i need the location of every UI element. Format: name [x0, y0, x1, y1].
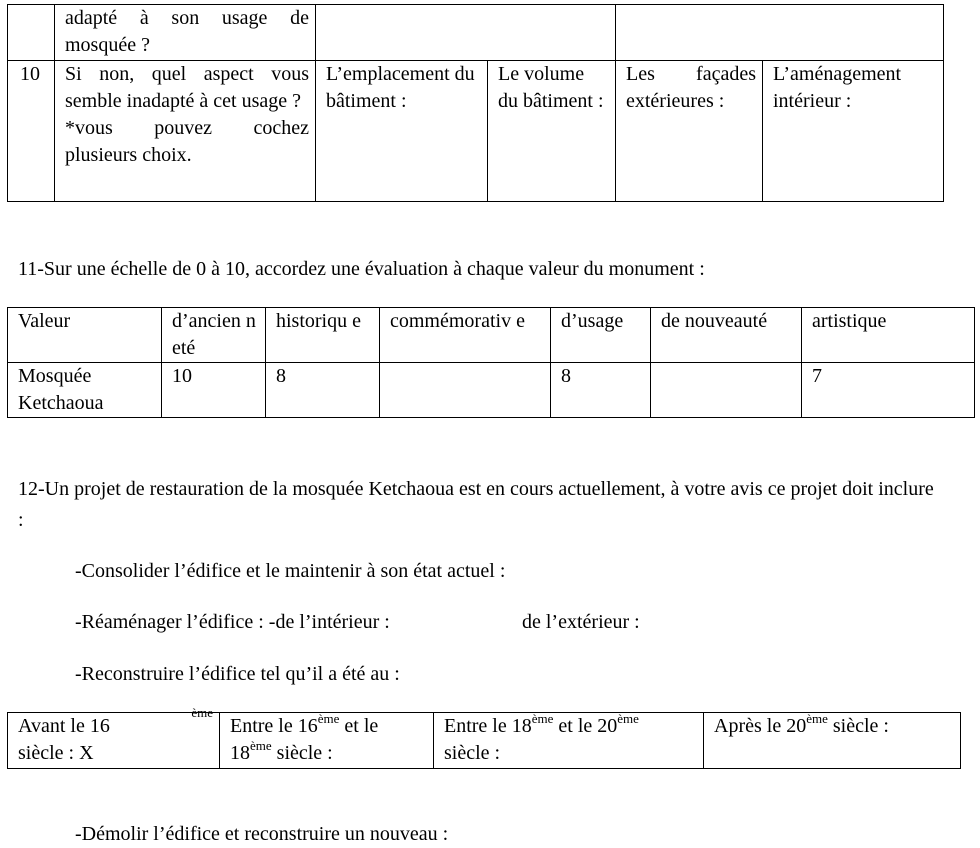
- period-text: et le 20: [558, 715, 618, 737]
- period-text: Entre le 18: [444, 715, 532, 737]
- superscript: ème: [191, 705, 213, 720]
- header-usage: d’usage: [551, 308, 651, 363]
- table-row: [8, 713, 961, 769]
- period-before-16[interactable]: [8, 705, 220, 769]
- superscript: ème: [806, 711, 828, 726]
- score-artistique[interactable]: 7: [802, 363, 975, 418]
- period-text: Entre le 16: [230, 715, 318, 737]
- header-artistique: artistique: [802, 308, 975, 363]
- score-usage[interactable]: 8: [551, 363, 651, 418]
- header-commemorative: commémorativ e: [380, 308, 551, 363]
- period-text: siècle : X: [18, 742, 94, 764]
- period-16-18[interactable]: [220, 713, 434, 769]
- score-anciennete[interactable]: 10: [162, 363, 266, 418]
- table-row: [8, 5, 944, 61]
- table-row: [8, 308, 975, 363]
- header-value: Valeur: [8, 308, 162, 363]
- period-text: siècle :: [444, 742, 501, 764]
- empty-cell: [316, 5, 616, 61]
- question-10-table: [7, 4, 944, 202]
- period-text: 18: [230, 742, 250, 764]
- empty-cell: [616, 5, 944, 61]
- period-text: siècle :: [276, 742, 333, 764]
- question-cell: [55, 61, 316, 202]
- option-redevelop: -Réaménager l’édifice : -de l’intérieur :: [75, 611, 390, 633]
- row-label: Mosquée Ketchaoua: [8, 363, 162, 418]
- table-row: [8, 363, 975, 418]
- superscript: ème: [617, 711, 639, 726]
- number-cell: [8, 5, 55, 61]
- table-row: [8, 61, 944, 202]
- header-nouveaute: de nouveauté: [651, 308, 802, 363]
- score-commemorative[interactable]: [380, 363, 551, 418]
- question-text: Si non, quel aspect vous semble inadapté à cet usage ?: [65, 63, 309, 112]
- score-nouveaute[interactable]: [651, 363, 802, 418]
- option-facades[interactable]: Les façades extérieures :: [616, 61, 763, 202]
- option-interior[interactable]: L’aménagement intérieur :: [763, 61, 944, 202]
- question-11-table: [7, 307, 975, 418]
- option-reconstruct: -Reconstruire l’édifice tel qu’il a été au :: [75, 663, 400, 685]
- question-note: *vous pouvez cochez plusieurs choix.: [65, 117, 309, 166]
- period-text: siècle :: [832, 715, 889, 737]
- header-anciennete: d’ancien neté: [162, 308, 266, 363]
- option-consolidate: -Consolider l’édifice et le maintenir à son état actuel :: [75, 560, 506, 582]
- question-12-text: 12-Un projet de restauration de la mosquée Ketchaoua est en cours actuellement, à votre avis ce projet doit inclure :: [18, 478, 934, 531]
- question-cell: adapté à son usage de mosquée ?: [55, 5, 316, 61]
- superscript: ème: [250, 738, 272, 753]
- question-number: 10: [8, 61, 55, 202]
- option-redevelop-exterior: de l’extérieur :: [522, 611, 640, 633]
- period-18-20[interactable]: [434, 713, 704, 769]
- option-location[interactable]: L’emplacement du bâtiment :: [316, 61, 488, 202]
- option-volume[interactable]: Le volume du bâtiment :: [488, 61, 616, 202]
- period-text: et le: [344, 715, 379, 737]
- question-11-text: 11-Sur une échelle de 0 à 10, accordez une évaluation à chaque valeur du monument :: [18, 258, 705, 280]
- superscript: ème: [317, 711, 340, 726]
- periods-table: [7, 705, 961, 769]
- superscript: ème: [531, 711, 554, 726]
- option-demolish: -Démolir l’édifice et reconstruire un nouveau :: [75, 823, 449, 845]
- period-after-20[interactable]: [704, 713, 961, 769]
- period-text: Avant le 16: [18, 715, 110, 737]
- score-historique[interactable]: 8: [266, 363, 380, 418]
- period-text: Après le 20: [714, 715, 807, 737]
- header-historique: historiqu e: [266, 308, 380, 363]
